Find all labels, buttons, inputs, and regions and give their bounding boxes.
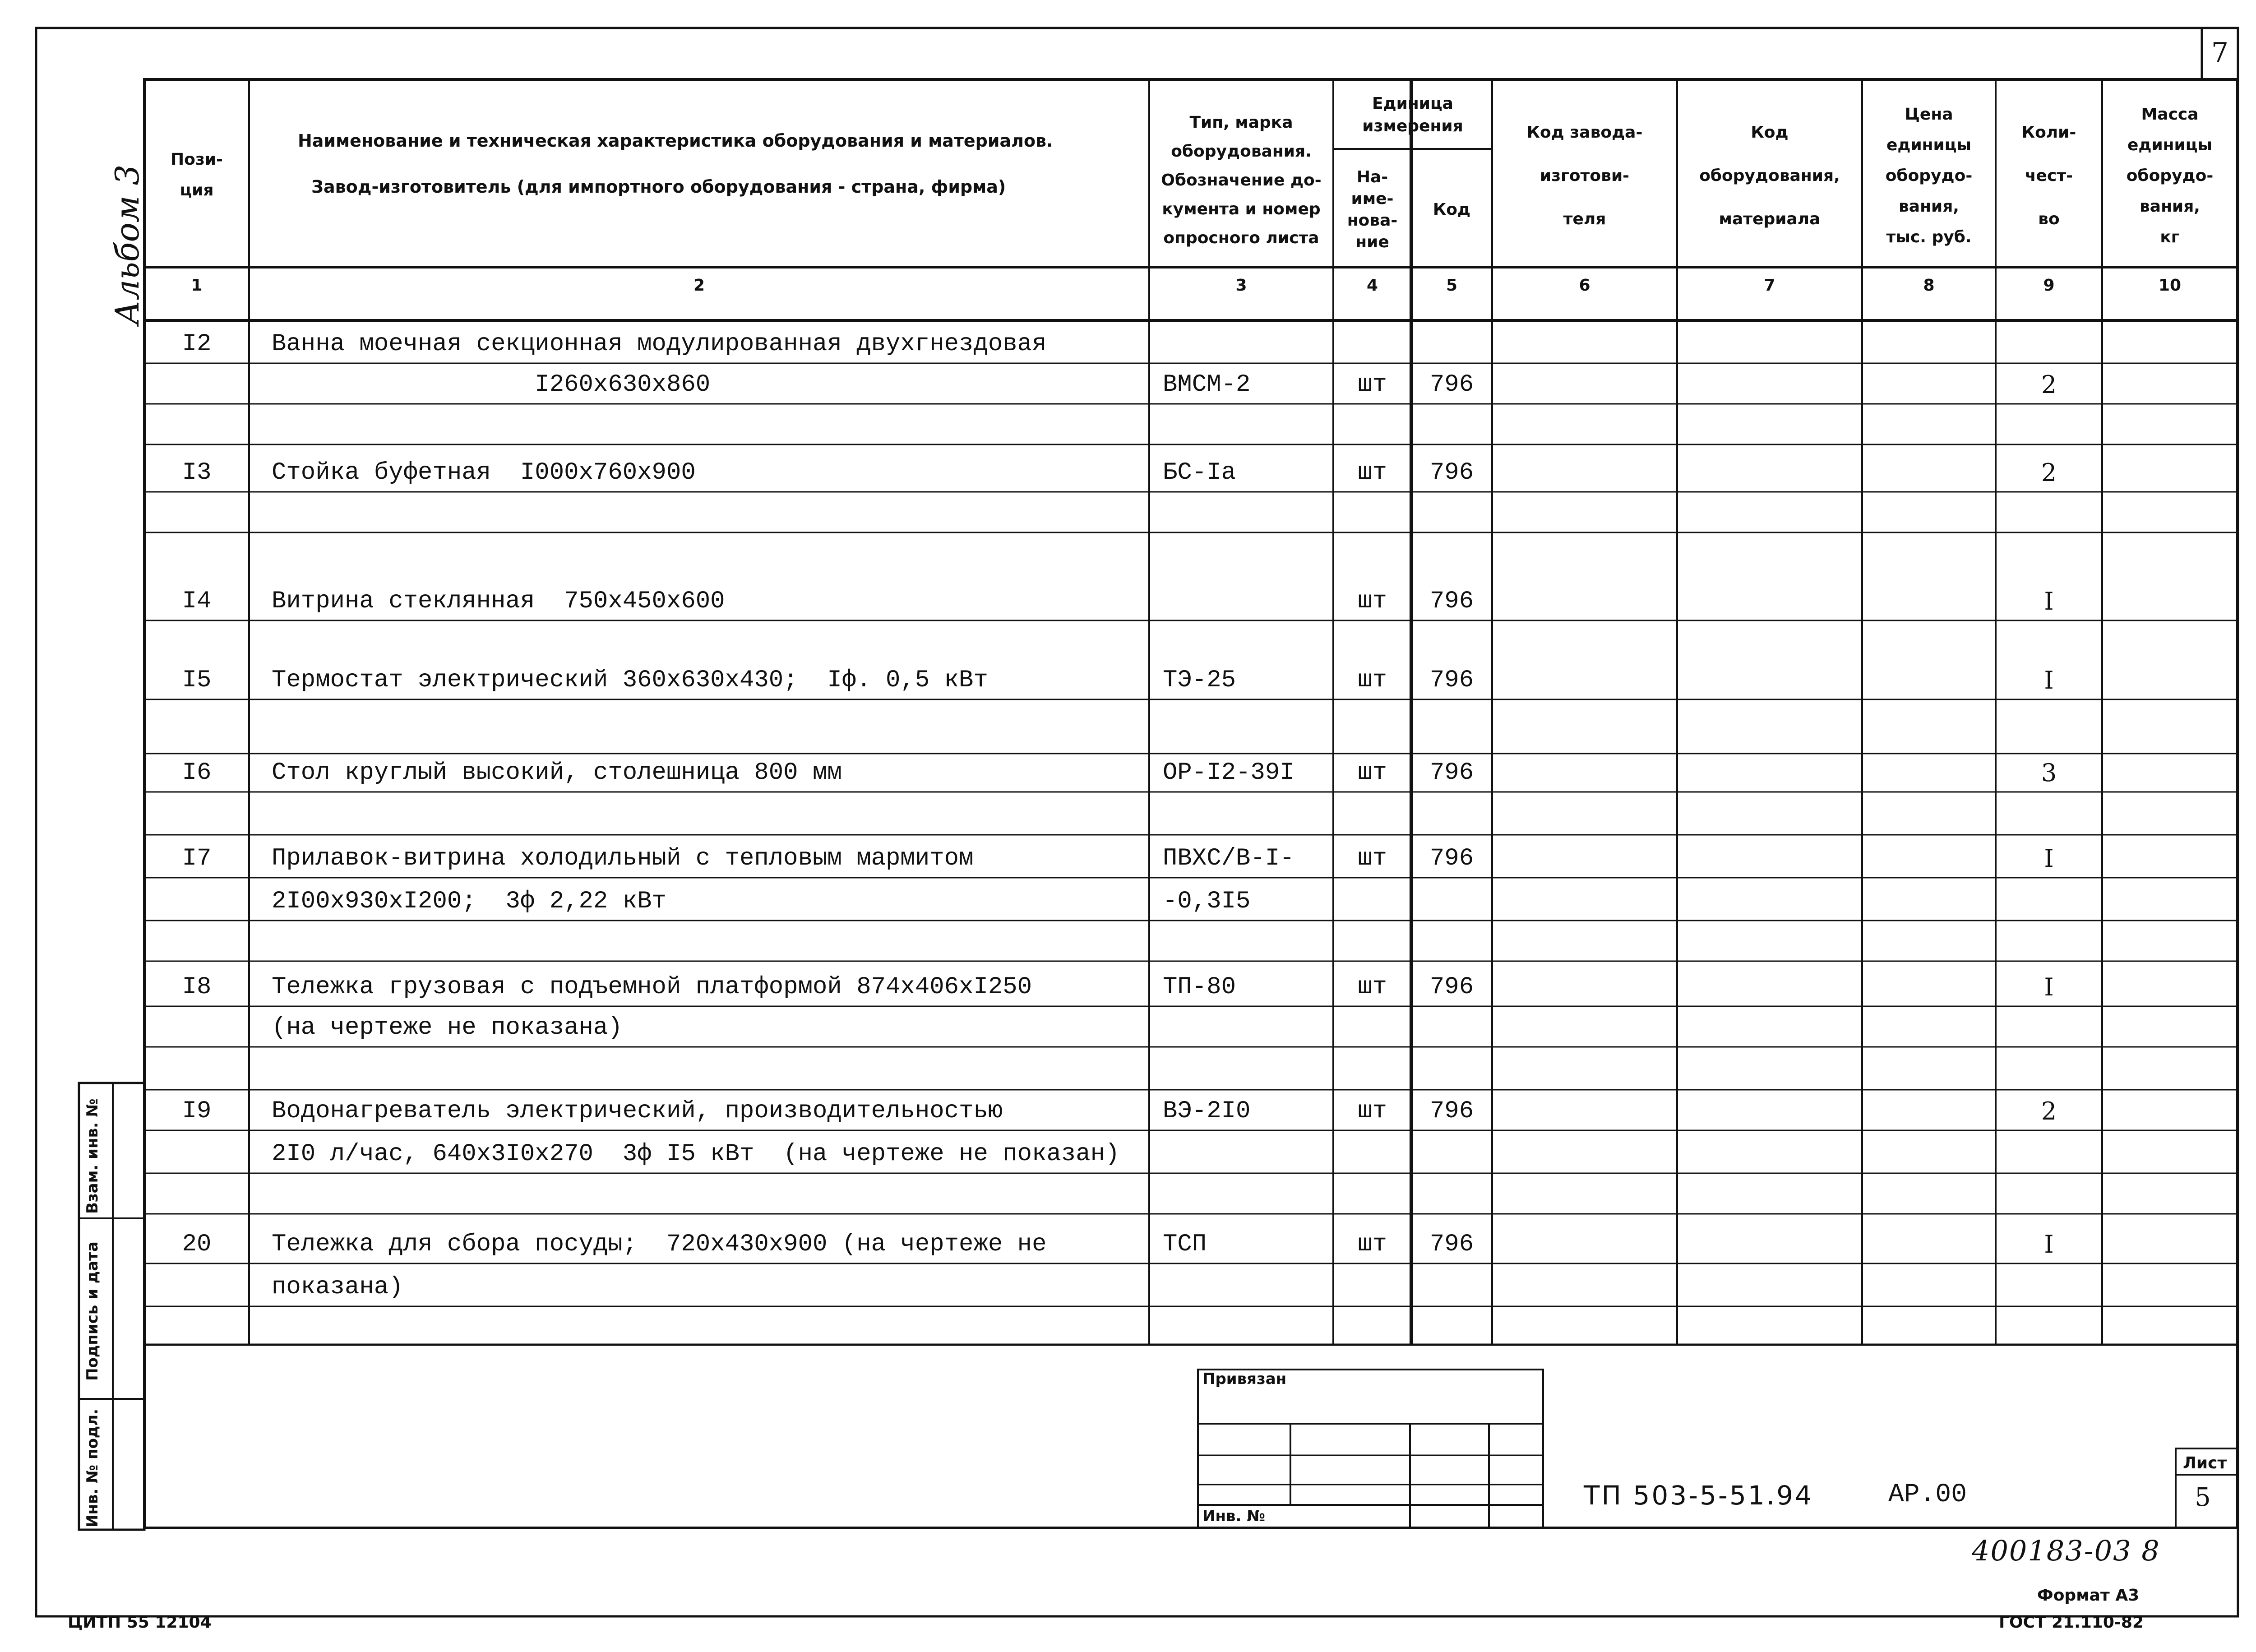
row-unit: шт	[1358, 588, 1387, 615]
row-unit: шт	[1358, 371, 1387, 398]
row-unit: шт	[1358, 1097, 1387, 1125]
row-name: Тележка грузовая с подъемной платформой 874x406xI250	[272, 973, 1032, 1001]
album-label: Альбом 3	[108, 164, 146, 325]
header-factory-code: Код завода- изготови- теля	[1526, 123, 1643, 228]
row-name: показана)	[272, 1273, 403, 1301]
row-type: ОР-I2-39I	[1163, 759, 1294, 787]
list-label: Лист	[2183, 1454, 2227, 1472]
row-type: ТЭ-25	[1163, 666, 1236, 694]
stamp-privyazan-box	[1198, 1370, 1543, 1527]
row-unit-code: 796	[1429, 845, 1474, 872]
table-row	[0, 1173, 2256, 1214]
table-row	[0, 1130, 2256, 1173]
table-row	[0, 492, 2256, 532]
row-position: I7	[182, 845, 212, 872]
header-type: Тип, марка оборудования. Обозначение до- кумента и номер опросного листа	[1161, 113, 1322, 247]
row-position: I4	[182, 588, 212, 615]
row-name: Ванна моечная секционная модулированная двухгнездовая	[272, 330, 1047, 358]
column-number: 7	[1764, 276, 1775, 295]
list-number: 5	[2195, 1483, 2211, 1512]
table-row	[0, 961, 2256, 1006]
row-quantity: 2	[2041, 458, 2057, 487]
side-label-podpis: Подпись и дата	[83, 1241, 102, 1381]
table-row	[0, 835, 2256, 878]
row-unit: шт	[1358, 973, 1387, 1001]
row-type: БС-Iа	[1163, 459, 1236, 486]
row-quantity: I	[2044, 844, 2054, 873]
header-name-line2: Завод-изготовитель (для импортного оборудования - страна, фирма)	[311, 177, 1006, 197]
column-number: 4	[1366, 276, 1378, 295]
row-name: 2I0 л/час, 640x3I0x270 3ф I5 кВт (на чертеже не показан)	[272, 1140, 1120, 1168]
gost-label: ГОСТ 21.110-82	[1999, 1613, 2144, 1632]
row-type: ТП-80	[1163, 973, 1236, 1001]
header-unit-code: Код	[1433, 200, 1471, 219]
table-row	[0, 1214, 2256, 1263]
row-unit: шт	[1358, 1231, 1387, 1258]
column-number: 6	[1579, 276, 1590, 295]
document-section: АР.00	[1888, 1480, 1967, 1509]
sheet-number: 7	[2211, 37, 2229, 69]
side-label-inv-podl: Инв. № подл.	[83, 1408, 102, 1527]
table-row	[0, 878, 2256, 921]
row-unit-code: 796	[1429, 459, 1474, 486]
row-position: I6	[182, 759, 212, 787]
row-position: I9	[182, 1097, 212, 1125]
row-type: -0,3I5	[1163, 888, 1251, 915]
side-label-vzam: Взам. инв. №	[83, 1098, 102, 1214]
row-name: (на чертеже не показана)	[272, 1014, 623, 1041]
column-number: 5	[1446, 276, 1458, 295]
row-name: Прилавок-витрина холодильный с тепловым мармитом	[272, 845, 974, 872]
row-unit: шт	[1358, 845, 1387, 872]
row-quantity: 3	[2041, 759, 2057, 787]
table-row	[0, 363, 2256, 404]
row-unit: шт	[1358, 459, 1387, 486]
table-row	[0, 444, 2256, 492]
row-unit-code: 796	[1429, 973, 1474, 1001]
row-quantity: I	[2044, 973, 2054, 1001]
row-quantity: I	[2044, 666, 2054, 694]
document-designation: ТП 503-5-51.94	[1584, 1480, 1813, 1511]
header-quantity: Коли- чест- во	[2021, 123, 2076, 228]
row-type: ТСП	[1163, 1231, 1207, 1258]
column-number: 8	[1923, 276, 1935, 295]
row-name: Водонагреватель электрический, производительностью	[272, 1097, 1003, 1125]
row-unit-code: 796	[1429, 588, 1474, 615]
row-type: ВЭ-2I0	[1163, 1097, 1251, 1125]
row-position: 20	[182, 1231, 212, 1258]
row-name: Стойка буфетная I000x760x900	[272, 459, 696, 486]
table-row	[0, 532, 2256, 620]
row-unit-code: 796	[1429, 759, 1474, 787]
row-quantity: 2	[2041, 1097, 2057, 1125]
row-unit: шт	[1358, 759, 1387, 787]
row-unit-code: 796	[1429, 371, 1474, 398]
table-row	[0, 1047, 2256, 1090]
row-name: I260x630x860	[272, 371, 711, 398]
row-position: I5	[182, 666, 212, 694]
row-quantity: 2	[2041, 370, 2057, 399]
header-position: Пози- ция	[171, 150, 223, 199]
row-name: Термостат электрический 360x630x430; Iф. 0,5 кВт	[272, 666, 988, 694]
row-name: Стол круглый высокий, столешница 800 мм	[272, 759, 842, 787]
row-unit: шт	[1358, 666, 1387, 694]
table-row	[0, 699, 2256, 754]
row-name: Витрина стеклянная 750x450x600	[272, 588, 725, 615]
table-row	[0, 620, 2256, 699]
row-quantity: I	[2044, 1230, 2054, 1259]
header-mass: Масса единицы оборудо- вания, кг	[2126, 105, 2214, 246]
row-position: I3	[182, 459, 212, 486]
header-price: Цена единицы оборудо- вания, тыс. руб.	[1885, 105, 1973, 246]
header-name-line1: Наименование и техническая характеристика оборудования и материалов.	[298, 131, 1053, 151]
table-row	[0, 320, 2256, 363]
table-row	[0, 1263, 2256, 1306]
stamp-inv-no: Инв. №	[1202, 1507, 1266, 1525]
table-row	[0, 1090, 2256, 1130]
row-name: Тележка для сбора посуды; 720x430x900 (на чертеже не	[272, 1231, 1047, 1258]
row-unit-code: 796	[1429, 666, 1474, 694]
column-number: 10	[2158, 276, 2182, 295]
header-unit-name: На- име- нова- ние	[1347, 168, 1398, 251]
row-unit-code: 796	[1429, 1231, 1474, 1258]
row-name: 2I00x930xI200; 3ф 2,22 кВт	[272, 888, 666, 915]
column-number: 1	[191, 276, 203, 295]
header-equipment-code: Код оборудования, материала	[1699, 123, 1840, 228]
table-row	[0, 1306, 2256, 1345]
stamp-privyazan: Привязан	[1202, 1370, 1287, 1388]
row-position: I2	[182, 330, 212, 358]
table-row	[0, 792, 2256, 835]
row-quantity: I	[2044, 587, 2054, 615]
table-row	[0, 754, 2256, 792]
row-type: ВМСМ-2	[1163, 371, 1251, 398]
header-unit: Единица измерения	[1362, 94, 1463, 135]
format-label: Формат А3	[2037, 1586, 2140, 1605]
table-row	[0, 404, 2256, 444]
column-number: 2	[693, 276, 705, 295]
row-position: I8	[182, 973, 212, 1001]
column-number: 3	[1235, 276, 1247, 295]
column-number: 9	[2043, 276, 2055, 295]
row-unit-code: 796	[1429, 1097, 1474, 1125]
table-row	[0, 921, 2256, 961]
table-row	[0, 1006, 2256, 1047]
printer-label: ЦИТП 55 12104	[68, 1613, 212, 1632]
handwritten-number: 400183-03 8	[1972, 1534, 2160, 1567]
row-type: ПВХС/В-I-	[1163, 845, 1294, 872]
